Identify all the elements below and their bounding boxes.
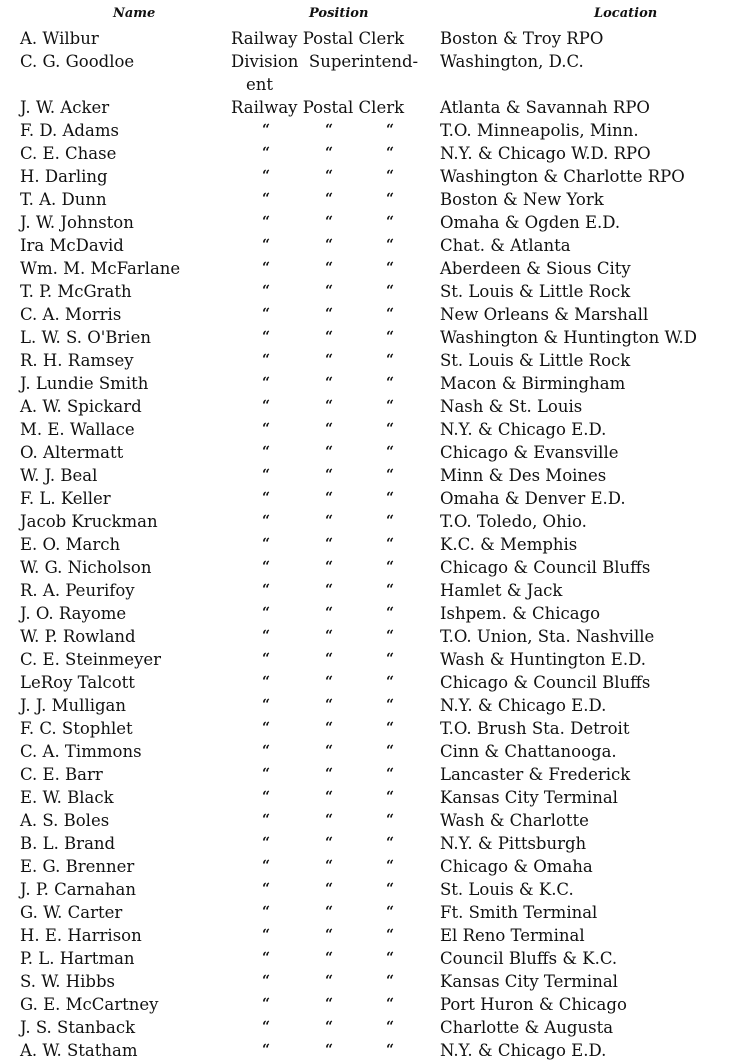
table-row — [0, 211, 746, 234]
column-header-position: Position — [309, 6, 369, 21]
row-name: W. J. Beal — [20, 466, 98, 485]
ditto-mark: “ — [262, 168, 271, 184]
row-name: LeRoy Talcott — [20, 673, 135, 692]
ditto-mark: “ — [386, 743, 395, 759]
ditto-mark: “ — [325, 835, 334, 851]
table-row — [0, 901, 746, 924]
table-row — [0, 625, 746, 648]
row-location: Ishpem. & Chicago — [440, 604, 601, 623]
row-name: Wm. M. McFarlane — [20, 259, 181, 278]
ditto-mark: “ — [262, 237, 271, 253]
column-header-location: Location — [594, 6, 658, 21]
row-name: C. G. Goodloe — [20, 52, 135, 71]
row-name: R. A. Peurifoy — [20, 581, 135, 600]
row-name: W. P. Rowland — [20, 627, 136, 646]
ditto-mark: “ — [262, 214, 271, 230]
ditto-mark: “ — [262, 973, 271, 989]
row-location: Wash & Charlotte — [440, 811, 589, 830]
ditto-mark: “ — [386, 582, 395, 598]
roster-table — [0, 27, 746, 1062]
row-location: N.Y. & Chicago W.D. RPO — [440, 144, 651, 163]
table-row — [0, 50, 746, 96]
ditto-mark: “ — [262, 283, 271, 299]
ditto-mark: “ — [386, 168, 395, 184]
table-row — [0, 579, 746, 602]
ditto-mark: “ — [386, 375, 395, 391]
table-row — [0, 671, 746, 694]
ditto-mark: “ — [325, 628, 334, 644]
ditto-mark: “ — [262, 720, 271, 736]
table-row — [0, 349, 746, 372]
table-row — [0, 510, 746, 533]
ditto-mark: “ — [325, 214, 334, 230]
row-name: C. E. Chase — [20, 144, 117, 163]
row-position: Railway Postal Clerk — [231, 29, 405, 48]
row-location: Boston & Troy RPO — [440, 29, 604, 48]
table-row — [0, 234, 746, 257]
table-row — [0, 970, 746, 993]
row-location: K.C. & Memphis — [440, 535, 578, 554]
row-name: J. W. Johnston — [20, 213, 134, 232]
ditto-mark: “ — [386, 352, 395, 368]
ditto-mark: “ — [325, 720, 334, 736]
ditto-mark: “ — [262, 904, 271, 920]
row-location: T.O. Minneapolis, Minn. — [440, 121, 639, 140]
ditto-mark: “ — [325, 766, 334, 782]
ditto-mark: “ — [325, 444, 334, 460]
ditto-mark: “ — [386, 237, 395, 253]
ditto-mark: “ — [262, 697, 271, 713]
row-name: C. E. Steinmeyer — [20, 650, 162, 669]
row-location: Chicago & Evansville — [440, 443, 619, 462]
ditto-mark: “ — [386, 789, 395, 805]
ditto-mark: “ — [325, 927, 334, 943]
row-name: Ira McDavid — [20, 236, 124, 255]
row-name: M. E. Wallace — [20, 420, 135, 439]
ditto-mark: “ — [386, 306, 395, 322]
ditto-mark: “ — [262, 927, 271, 943]
ditto-mark: “ — [325, 536, 334, 552]
ditto-mark: “ — [325, 191, 334, 207]
ditto-mark: “ — [262, 352, 271, 368]
ditto-mark: “ — [386, 260, 395, 276]
ditto-mark: “ — [325, 950, 334, 966]
ditto-mark: “ — [325, 697, 334, 713]
row-name: H. Darling — [20, 167, 108, 186]
row-name: F. D. Adams — [20, 121, 119, 140]
ditto-mark: “ — [262, 835, 271, 851]
ditto-mark: “ — [386, 812, 395, 828]
ditto-mark: “ — [262, 490, 271, 506]
ditto-mark: “ — [325, 973, 334, 989]
table-row — [0, 142, 746, 165]
ditto-mark: “ — [262, 398, 271, 414]
ditto-mark: “ — [386, 1042, 395, 1058]
ditto-mark: “ — [262, 651, 271, 667]
table-row — [0, 648, 746, 671]
ditto-mark: “ — [325, 237, 334, 253]
ditto-mark: “ — [325, 559, 334, 575]
table-row — [0, 556, 746, 579]
row-location: Chicago & Council Bluffs — [440, 673, 651, 692]
table-row — [0, 533, 746, 556]
table-row — [0, 326, 746, 349]
table-row — [0, 165, 746, 188]
table-row — [0, 832, 746, 855]
row-name: A. W. Spickard — [20, 397, 142, 416]
table-row — [0, 993, 746, 1016]
ditto-mark: “ — [325, 812, 334, 828]
ditto-mark: “ — [386, 1019, 395, 1035]
row-name: A. W. Statham — [20, 1041, 138, 1060]
ditto-mark: “ — [262, 881, 271, 897]
ditto-mark: “ — [386, 674, 395, 690]
row-location: Nash & St. Louis — [440, 397, 583, 416]
row-location: Kansas City Terminal — [440, 788, 618, 807]
row-name: T. A. Dunn — [20, 190, 107, 209]
row-name: Jacob Kruckman — [20, 512, 158, 531]
row-location: Lancaster & Frederick — [440, 765, 631, 784]
row-location: St. Louis & Little Rock — [440, 351, 631, 370]
ditto-mark: “ — [325, 651, 334, 667]
row-location: Minn & Des Moines — [440, 466, 607, 485]
ditto-mark: “ — [386, 490, 395, 506]
ditto-mark: “ — [262, 950, 271, 966]
row-name: G. W. Carter — [20, 903, 123, 922]
ditto-mark: “ — [325, 421, 334, 437]
ditto-mark: “ — [262, 766, 271, 782]
row-location: Kansas City Terminal — [440, 972, 618, 991]
row-location: Council Bluffs & K.C. — [440, 949, 618, 968]
row-name: E. O. March — [20, 535, 121, 554]
ditto-mark: “ — [325, 605, 334, 621]
ditto-mark: “ — [386, 421, 395, 437]
table-row — [0, 855, 746, 878]
row-location: Wash & Huntington E.D. — [440, 650, 646, 669]
ditto-mark: “ — [386, 214, 395, 230]
ditto-mark: “ — [386, 329, 395, 345]
ditto-mark: “ — [325, 858, 334, 874]
row-name: H. E. Harrison — [20, 926, 142, 945]
row-name: C. E. Barr — [20, 765, 103, 784]
row-location: Charlotte & Augusta — [440, 1018, 614, 1037]
ditto-mark: “ — [386, 398, 395, 414]
ditto-mark: “ — [325, 582, 334, 598]
ditto-mark: “ — [325, 789, 334, 805]
row-name: J. W. Acker — [20, 98, 110, 117]
table-row — [0, 1016, 746, 1039]
row-name: A. Wilbur — [20, 29, 99, 48]
row-location: N.Y. & Chicago E.D. — [440, 420, 607, 439]
ditto-mark: “ — [386, 766, 395, 782]
table-row — [0, 924, 746, 947]
table-row — [0, 372, 746, 395]
ditto-mark: “ — [386, 122, 395, 138]
ditto-mark: “ — [386, 904, 395, 920]
ditto-mark: “ — [325, 168, 334, 184]
table-row — [0, 809, 746, 832]
row-name: J. J. Mulligan — [20, 696, 127, 715]
ditto-mark: “ — [386, 858, 395, 874]
table-row — [0, 257, 746, 280]
ditto-mark: “ — [386, 628, 395, 644]
table-row — [0, 119, 746, 142]
row-name: L. W. S. O'Brien — [20, 328, 151, 347]
table-row — [0, 395, 746, 418]
row-name: J. O. Rayome — [20, 604, 127, 623]
ditto-mark: “ — [262, 329, 271, 345]
ditto-mark: “ — [262, 1019, 271, 1035]
ditto-mark: “ — [262, 582, 271, 598]
row-location: T.O. Brush Sta. Detroit — [440, 719, 630, 738]
ditto-mark: “ — [262, 421, 271, 437]
ditto-mark: “ — [325, 398, 334, 414]
row-name: S. W. Hibbs — [20, 972, 116, 991]
table-row — [0, 740, 746, 763]
row-name: W. G. Nicholson — [20, 558, 152, 577]
row-location: N.Y. & Chicago E.D. — [440, 1041, 607, 1060]
ditto-mark: “ — [325, 145, 334, 161]
row-location: New Orleans & Marshall — [440, 305, 649, 324]
ditto-mark: “ — [262, 605, 271, 621]
ditto-mark: “ — [262, 260, 271, 276]
row-name: C. A. Morris — [20, 305, 122, 324]
ditto-mark: “ — [262, 536, 271, 552]
row-name: O. Altermatt — [20, 443, 124, 462]
ditto-mark: “ — [386, 444, 395, 460]
table-row — [0, 878, 746, 901]
ditto-mark: “ — [325, 490, 334, 506]
row-location: Macon & Birmingham — [440, 374, 626, 393]
ditto-mark: “ — [262, 375, 271, 391]
ditto-mark: “ — [262, 1042, 271, 1058]
ditto-mark: “ — [386, 191, 395, 207]
ditto-mark: “ — [325, 375, 334, 391]
table-row — [0, 694, 746, 717]
table-row — [0, 947, 746, 970]
ditto-mark: “ — [325, 329, 334, 345]
row-location: Omaha & Denver E.D. — [440, 489, 626, 508]
table-row — [0, 303, 746, 326]
row-position: Railway Postal Clerk — [231, 98, 405, 117]
row-name: J. S. Stanback — [20, 1018, 136, 1037]
ditto-mark: “ — [386, 559, 395, 575]
row-position-continuation: ent — [246, 75, 274, 94]
row-location: El Reno Terminal — [440, 926, 585, 945]
row-name: F. L. Keller — [20, 489, 111, 508]
table-row — [0, 418, 746, 441]
ditto-mark: “ — [325, 260, 334, 276]
ditto-mark: “ — [386, 467, 395, 483]
row-name: E. W. Black — [20, 788, 114, 807]
row-location: Boston & New York — [440, 190, 604, 209]
row-name: A. S. Boles — [20, 811, 110, 830]
ditto-mark: “ — [262, 306, 271, 322]
ditto-mark: “ — [262, 789, 271, 805]
row-location: Chicago & Council Bluffs — [440, 558, 651, 577]
row-location: Hamlet & Jack — [440, 581, 563, 600]
row-name: R. H. Ramsey — [20, 351, 134, 370]
ditto-mark: “ — [262, 559, 271, 575]
ditto-mark: “ — [325, 904, 334, 920]
ditto-mark: “ — [325, 467, 334, 483]
ditto-mark: “ — [262, 858, 271, 874]
ditto-mark: “ — [262, 674, 271, 690]
table-row — [0, 96, 746, 119]
ditto-mark: “ — [262, 122, 271, 138]
ditto-mark: “ — [262, 444, 271, 460]
row-location: Chat. & Atlanta — [440, 236, 571, 255]
row-location: N.Y. & Chicago E.D. — [440, 696, 607, 715]
ditto-mark: “ — [386, 605, 395, 621]
ditto-mark: “ — [386, 651, 395, 667]
row-name: J. Lundie Smith — [20, 374, 149, 393]
ditto-mark: “ — [386, 513, 395, 529]
ditto-mark: “ — [325, 283, 334, 299]
ditto-mark: “ — [325, 881, 334, 897]
ditto-mark: “ — [262, 145, 271, 161]
ditto-mark: “ — [386, 697, 395, 713]
row-location: Atlanta & Savannah RPO — [440, 98, 650, 117]
row-location: Omaha & Ogden E.D. — [440, 213, 621, 232]
table-row — [0, 487, 746, 510]
row-location: T.O. Toledo, Ohio. — [440, 512, 587, 531]
table-row — [0, 441, 746, 464]
table-row — [0, 763, 746, 786]
row-location: Washington & Huntington W.D — [440, 328, 698, 347]
row-name: G. E. McCartney — [20, 995, 159, 1014]
table-row — [0, 717, 746, 740]
row-name: P. L. Hartman — [20, 949, 135, 968]
ditto-mark: “ — [262, 743, 271, 759]
row-name: E. G. Brenner — [20, 857, 135, 876]
row-location: N.Y. & Pittsburgh — [440, 834, 587, 853]
row-location: St. Louis & K.C. — [440, 880, 574, 899]
table-row — [0, 280, 746, 303]
ditto-mark: “ — [262, 191, 271, 207]
ditto-mark: “ — [386, 720, 395, 736]
ditto-mark: “ — [325, 674, 334, 690]
ditto-mark: “ — [262, 513, 271, 529]
table-row — [0, 786, 746, 809]
row-name: F. C. Stophlet — [20, 719, 133, 738]
row-name: T. P. McGrath — [20, 282, 132, 301]
ditto-mark: “ — [325, 122, 334, 138]
row-location: Washington, D.C. — [440, 52, 584, 71]
table-row — [0, 1039, 746, 1062]
row-location: Port Huron & Chicago — [440, 995, 627, 1014]
ditto-mark: “ — [262, 467, 271, 483]
ditto-mark: “ — [262, 996, 271, 1012]
ditto-mark: “ — [325, 306, 334, 322]
ditto-mark: “ — [325, 1019, 334, 1035]
table-row — [0, 27, 746, 50]
ditto-mark: “ — [262, 628, 271, 644]
row-name: C. A. Timmons — [20, 742, 142, 761]
ditto-mark: “ — [386, 881, 395, 897]
row-location: Cinn & Chattanooga. — [440, 742, 617, 761]
ditto-mark: “ — [386, 536, 395, 552]
table-row — [0, 188, 746, 211]
ditto-mark: “ — [325, 352, 334, 368]
ditto-mark: “ — [325, 513, 334, 529]
ditto-mark: “ — [262, 812, 271, 828]
row-location: Washington & Charlotte RPO — [440, 167, 685, 186]
ditto-mark: “ — [386, 145, 395, 161]
row-name: J. P. Carnahan — [20, 880, 136, 899]
column-header-name: Name — [113, 6, 156, 21]
row-location: Ft. Smith Terminal — [440, 903, 598, 922]
ditto-mark: “ — [386, 973, 395, 989]
table-row — [0, 602, 746, 625]
ditto-mark: “ — [386, 283, 395, 299]
row-location: T.O. Union, Sta. Nashville — [440, 627, 655, 646]
ditto-mark: “ — [386, 996, 395, 1012]
row-location: Aberdeen & Sious City — [440, 259, 631, 278]
ditto-mark: “ — [386, 950, 395, 966]
row-name: B. L. Brand — [20, 834, 116, 853]
ditto-mark: “ — [386, 835, 395, 851]
row-location: Chicago & Omaha — [440, 857, 593, 876]
table-row — [0, 464, 746, 487]
ditto-mark: “ — [325, 743, 334, 759]
ditto-mark: “ — [386, 927, 395, 943]
ditto-mark: “ — [325, 996, 334, 1012]
ditto-mark: “ — [325, 1042, 334, 1058]
row-position: Division Superintend- — [231, 52, 419, 71]
row-location: St. Louis & Little Rock — [440, 282, 631, 301]
